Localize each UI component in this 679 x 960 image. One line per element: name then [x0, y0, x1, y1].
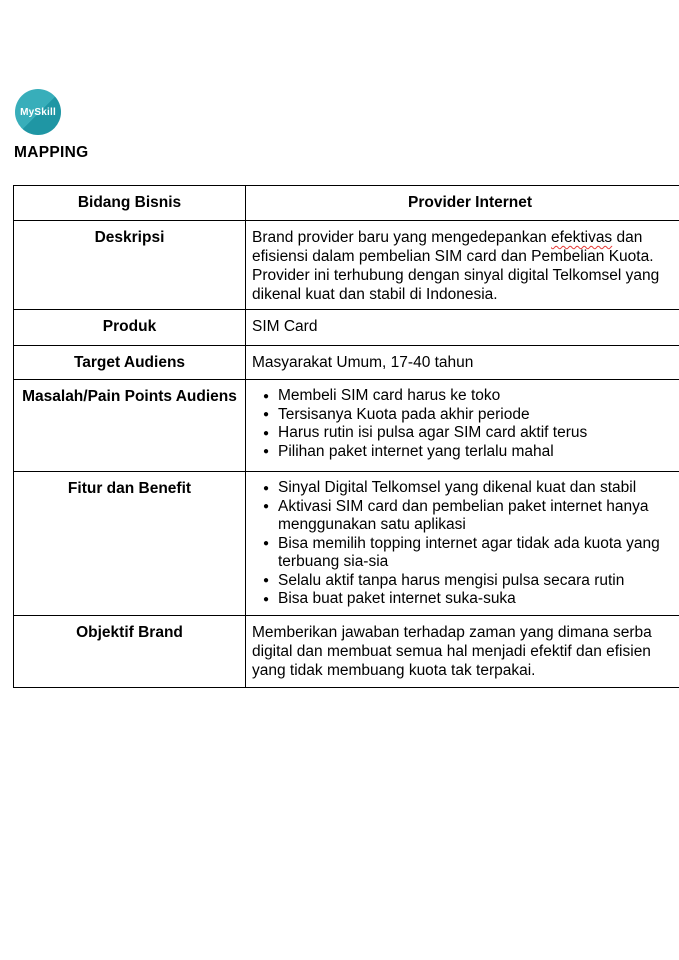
- row-value-target-audiens: Masyarakat Umum, 17-40 tahun: [246, 346, 679, 380]
- row-value-bidang-bisnis: Provider Internet: [246, 186, 679, 221]
- myskill-logo-text: MySkill: [20, 106, 56, 118]
- pain-points-bullet-list: [252, 387, 679, 461]
- row-label-produk: Produk: [14, 310, 246, 346]
- table-row-pain-points: [14, 380, 679, 472]
- bullet-item: ● Pilihan paket internet yang terlalu mahal: [262, 443, 679, 462]
- bullet-item: ● Bisa memilih topping internet agar tidak ada kuota yang terbuang sia-sia: [262, 535, 679, 572]
- table-row-produk: [14, 310, 679, 346]
- table-row-fitur-benefit: [14, 472, 679, 616]
- bullet-item: ● Tersisanya Kuota pada akhir periode: [262, 406, 679, 425]
- table-row-objektif-brand: [14, 616, 679, 688]
- row-label-objektif-brand: Objektif Brand: [14, 616, 246, 688]
- bullet-item: ● Selalu aktif tanpa harus mengisi pulsa secara rutin: [262, 572, 679, 591]
- bullet-item: ● Aktivasi SIM card dan pembelian paket internet hanya menggunakan satu aplikasi: [262, 498, 679, 535]
- fitur-benefit-bullet-list: [252, 479, 679, 609]
- bullet-item: ● Sinyal Digital Telkomsel yang dikenal kuat dan stabil: [262, 479, 679, 498]
- row-value-fitur-benefit: [246, 472, 679, 616]
- bullet-item: ● Membeli SIM card harus ke toko: [262, 387, 679, 406]
- bullet-item: ● Bisa buat paket internet suka-suka: [262, 590, 679, 609]
- deskripsi-text-before: Brand provider baru yang mengedepankan: [252, 229, 552, 246]
- deskripsi-text-after: dan efisiensi dalam pembelian SIM card dan Pembelian Kuota. Provider ini terhubung dengan sinyal digital Telkomsel yang dikenal kuat dan stabil di Indonesia.: [252, 229, 660, 303]
- table-row-bidang-bisnis: [14, 186, 679, 221]
- bullet-item: ● Harus rutin isi pulsa agar SIM card aktif terus: [262, 424, 679, 443]
- row-label-pain-points: Masalah/Pain Points Audiens: [14, 380, 246, 472]
- row-value-deskripsi: [246, 221, 679, 310]
- page-title: MAPPING: [14, 144, 89, 161]
- row-value-pain-points: [246, 380, 679, 472]
- mapping-table: [13, 185, 679, 688]
- misspelled-word: efektivas: [551, 229, 613, 246]
- row-label-fitur-benefit: Fitur dan Benefit: [14, 472, 246, 616]
- table-row-target-audiens: [14, 346, 679, 380]
- myskill-logo-icon: [15, 89, 61, 135]
- row-value-objektif-brand: Memberikan jawaban terhadap zaman yang dimana serba digital dan membuat semua hal menjadi efektif dan efisien yang tidak membuang kuota tak terpakai.: [246, 616, 679, 688]
- row-value-produk: SIM Card: [246, 310, 679, 346]
- row-label-deskripsi: Deskripsi: [14, 221, 246, 310]
- row-label-target-audiens: Target Audiens: [14, 346, 246, 380]
- table-row-deskripsi: [14, 221, 679, 310]
- row-label-bidang-bisnis: Bidang Bisnis: [14, 186, 246, 221]
